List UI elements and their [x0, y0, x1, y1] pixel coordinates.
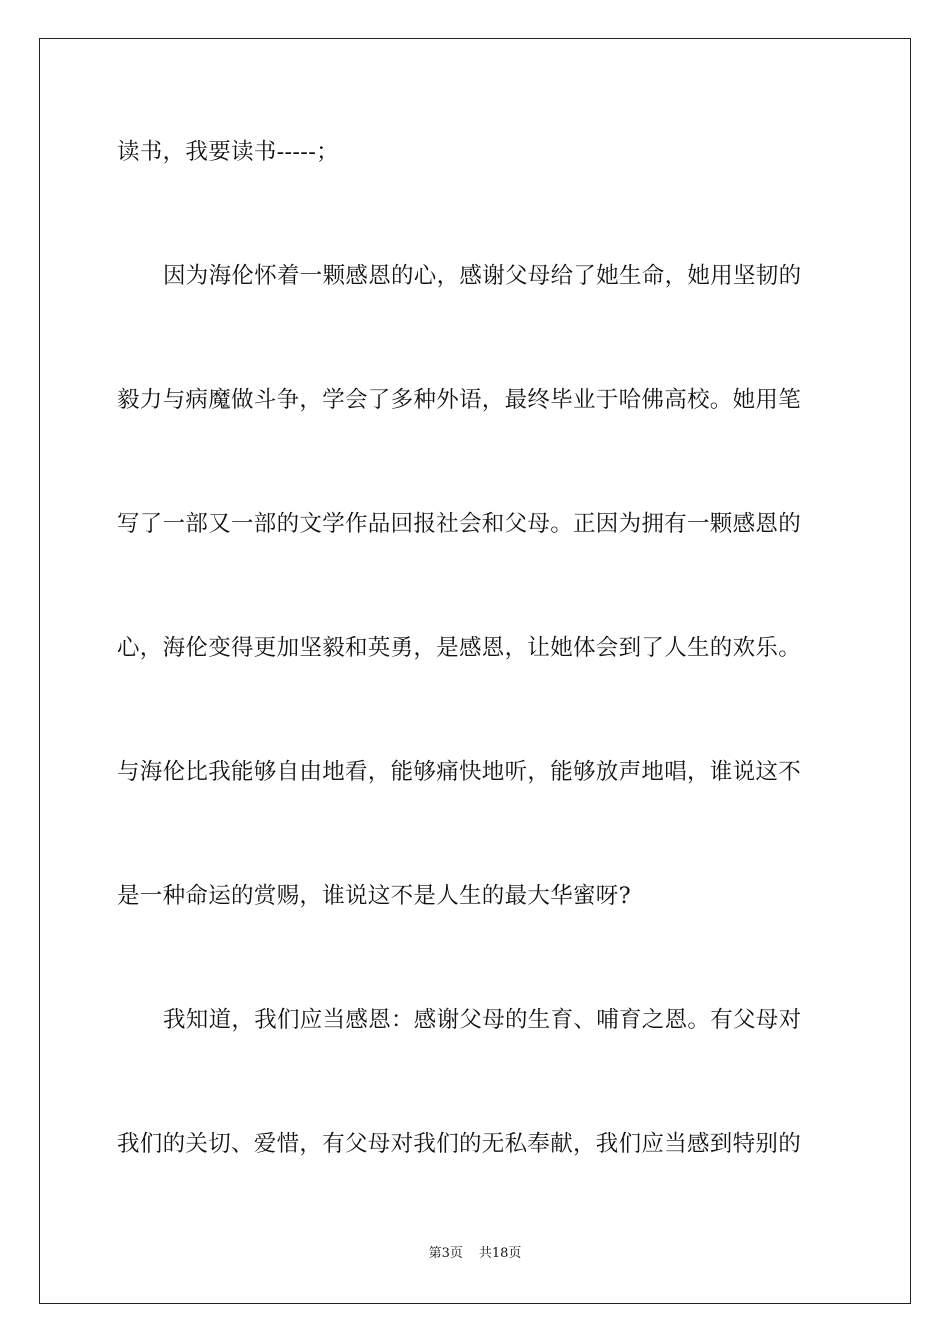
page-number: 第3页: [428, 1246, 463, 1261]
text-line: 毅力与病魔做斗争，学会了多种外语，最终毕业于哈佛高校。她用笔: [117, 387, 802, 413]
text-line: 我知道，我们应当感恩：感谢父母的生育、哺育之恩。有父母对: [163, 1007, 802, 1033]
text-line: 读书，我要读书-----；: [117, 139, 339, 165]
page-border: [39, 38, 911, 1304]
text-line: 写了一部又一部的文学作品回报社会和父母。正因为拥有一颗感恩的: [117, 511, 802, 537]
page-total: 共18页: [478, 1246, 522, 1261]
text-line: 心，海伦变得更加坚毅和英勇，是感恩，让她体会到了人生的欢乐。: [117, 635, 802, 661]
text-line: 因为海伦怀着一颗感恩的心，感谢父母给了她生命，她用坚韧的: [163, 263, 802, 289]
page-footer: [0, 1245, 950, 1263]
text-line: 我们的关切、爱惜，有父母对我们的无私奉献，我们应当感到特别的: [117, 1131, 802, 1157]
text-line: 与海伦比我能够自由地看，能够痛快地听，能够放声地唱，谁说这不: [117, 759, 802, 785]
text-line: 是一种命运的赏赐，谁说这不是人生的最大华蜜呀?: [117, 883, 631, 909]
